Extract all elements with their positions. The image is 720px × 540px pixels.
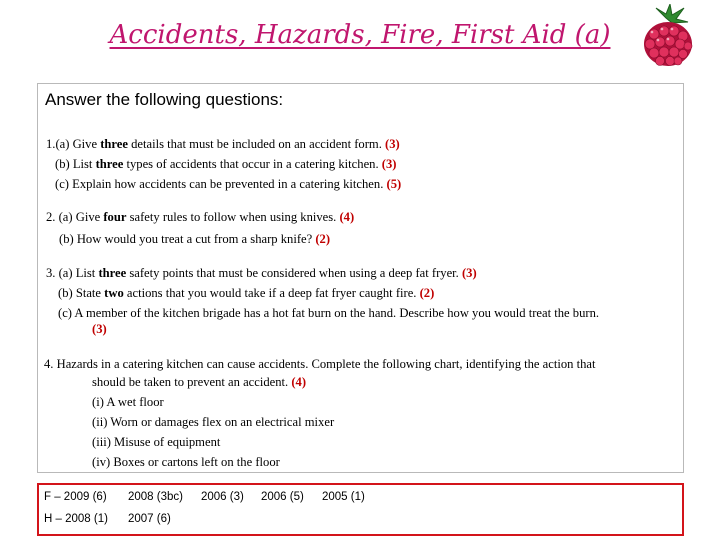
marks-label: (3)	[385, 137, 400, 151]
question-3a: 3. (a) List three safety points that must be considered when using a deep fat fryer. (3)	[46, 266, 477, 280]
question-4: 4. Hazards in a catering kitchen can cause accidents. Complete the following chart, identifying the action that	[44, 357, 596, 371]
reference-item: H – 2008 (1)	[44, 513, 108, 525]
reference-item: 2008 (3bc)	[128, 491, 183, 503]
question-1a: 1.(a) Give three details that must be included on an accident form. (3)	[46, 137, 400, 151]
reference-item: 2007 (6)	[128, 513, 171, 525]
hazard-item: (i) A wet floor	[92, 395, 164, 409]
question-3b: (b) State two actions that you would take if a deep fat fryer caught fire. (2)	[58, 286, 435, 300]
marks-label: (4)	[339, 210, 355, 224]
marks-label: (3)	[461, 266, 477, 280]
reference-item: 2006 (3)	[201, 491, 244, 503]
title-bar	[0, 20, 720, 50]
marks-label: (2)	[315, 232, 331, 246]
marks-label: (4)	[291, 375, 307, 389]
questions-box	[37, 83, 684, 473]
marks-label: (3)	[92, 322, 107, 336]
past-papers-reference-box	[37, 483, 684, 536]
marks-label: (3)	[381, 157, 397, 171]
question-2a: 2. (a) Give four safety rules to follow when using knives. (4)	[46, 210, 355, 224]
reference-item: 2005 (1)	[322, 491, 365, 503]
hazard-item: (iv) Boxes or cartons left on the floor	[92, 455, 280, 469]
page-title: Accidents, Hazards, Fire, First Aid (a)	[109, 20, 611, 50]
marks-label: (2)	[419, 286, 435, 300]
question-2b: (b) How would you treat a cut from a sharp knife? (2)	[59, 232, 331, 246]
raspberry-icon	[632, 4, 702, 70]
hazard-item: (iii) Misuse of equipment	[92, 435, 221, 449]
instructions-heading: Answer the following questions:	[45, 90, 284, 109]
question-1c: (c) Explain how accidents can be prevented in a catering kitchen. (5)	[55, 177, 402, 191]
question-1b: (b) List three types of accidents that occur in a catering kitchen. (3)	[55, 157, 397, 171]
question-4-continued: should be taken to prevent an accident. (4)	[92, 375, 307, 389]
reference-item: 2006 (5)	[261, 491, 304, 503]
question-3c: (c) A member of the kitchen brigade has a hot fat burn on the hand. Describe how you would treat the burn.	[58, 306, 600, 320]
question-3c-marks	[92, 321, 107, 337]
reference-item: F – 2009 (6)	[44, 491, 107, 503]
hazard-item: (ii) Worn or damages flex on an electrical mixer	[92, 415, 335, 429]
marks-label: (5)	[386, 177, 402, 191]
